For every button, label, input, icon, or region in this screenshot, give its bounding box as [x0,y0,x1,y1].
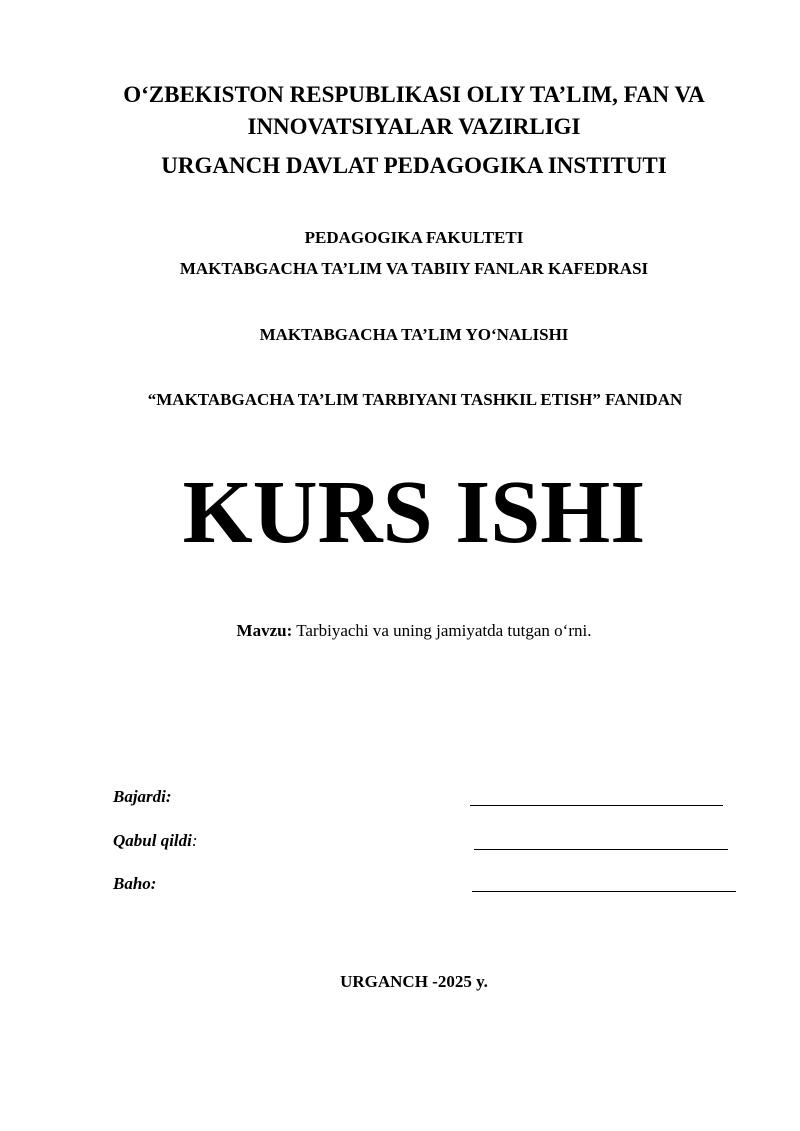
faculty-title: PEDAGOGIKA FAKULTETI [304,228,524,247]
accepted-by-label: Qabul qildi [113,831,192,850]
institute-title: URGANCH DAVLAT PEDAGOGIKA INSTITUTI [161,153,667,178]
document-type-heading: KURS ISHI [182,463,646,562]
direction-title: MAKTABGACHA TA’LIM YO‘NALISHI [259,325,569,344]
grade-label: Baho: [113,874,157,893]
accepted-by-signature-line [474,849,728,850]
topic-value: Tarbiyachi va uning jamiyatda tutgan o‘rni. [292,621,592,640]
topic-line [0,621,800,641]
performed-by-label: Bajardi: [113,787,172,806]
performed-by-signature-line [470,805,723,806]
place-year-footer: URGANCH -2025 y. [340,972,488,991]
topic-label: Mavzu: [236,621,293,640]
department-title: MAKTABGACHA TA’LIM VA TABIIY FANLAR KAFEDRASI [179,259,649,278]
subject-title: “MAKTABGACHA TA’LIM TARBIYANI TASHKIL ETISH” FANIDAN [147,390,683,409]
ministry-title-line2: INNOVATSIYALAR VAZIRLIGI [247,114,581,139]
accepted-by-colon: : [191,831,198,850]
accepted-by-field [113,831,198,851]
grade-line [472,891,736,892]
ministry-title-line1: O‘ZBEKISTON RESPUBLIKASI OLIY TA’LIM, FAN VA [123,82,705,107]
